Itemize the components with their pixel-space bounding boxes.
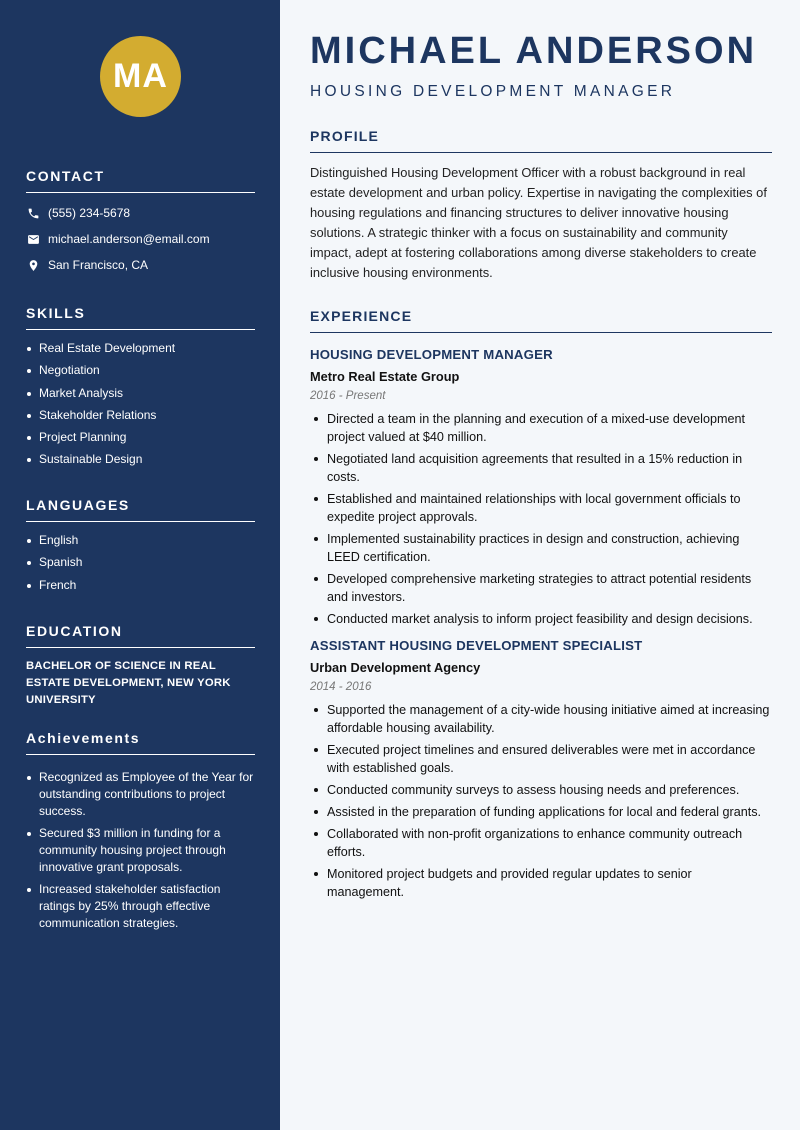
contact-title: CONTACT: [26, 168, 255, 193]
job-bullet: Supported the management of a city-wide housing initiative aimed at increasing affordable housing availability.: [310, 701, 772, 737]
phone-text: (555) 234-5678: [48, 206, 131, 220]
email-icon: [26, 232, 40, 246]
achievement-item: Increased stakeholder satisfaction ratings by 25% through effective communication strategies.: [26, 881, 255, 932]
skill-item: Sustainable Design: [26, 451, 255, 468]
profile-section: [310, 128, 772, 283]
achievements-section: [26, 730, 255, 937]
job-entry: [310, 347, 772, 628]
achievements-list: [26, 769, 255, 932]
phone-icon: [26, 206, 40, 220]
contact-email: [26, 231, 255, 247]
experience-title: EXPERIENCE: [310, 308, 772, 333]
achievement-item: Recognized as Employee of the Year for outstanding contributions to project success.: [26, 769, 255, 820]
job-bullets: [310, 410, 772, 628]
skills-title: SKILLS: [26, 305, 255, 330]
job-bullet: Directed a team in the planning and execution of a mixed-use development project valued at $40 million.: [310, 410, 772, 446]
avatar-initials: MA: [113, 57, 168, 95]
sidebar: [0, 0, 280, 1130]
languages-section: [26, 497, 255, 599]
job-bullet: Executed project timelines and ensured deliverables were met in accordance with established goals.: [310, 741, 772, 777]
job-bullet: Assisted in the preparation of funding applications for local and federal grants.: [310, 803, 772, 821]
candidate-name: MICHAEL ANDERSON: [310, 30, 758, 72]
job-title: ASSISTANT HOUSING DEVELOPMENT SPECIALIST: [310, 638, 643, 653]
email-text: michael.anderson@email.com: [48, 232, 210, 246]
skill-item: Market Analysis: [26, 385, 255, 402]
skill-item: Stakeholder Relations: [26, 407, 255, 424]
experience-section: [310, 308, 772, 905]
language-item: French: [26, 577, 255, 594]
language-item: English: [26, 532, 255, 549]
profile-text: Distinguished Housing Development Officer with a robust background in real estate development and urban policy. Expertise in navigating the complexities of housing regulations and financing structures to deliver innovative housing solutions. A strategic thinker with a focus on sustainability and community impact, adept at fostering collaborations among diverse stakeholders to create inclusive housing environments.: [310, 165, 767, 280]
job-bullet: Conducted market analysis to inform project feasibility and design decisions.: [310, 610, 772, 628]
job-bullet: Negotiated land acquisition agreements that resulted in a 15% reduction in costs.: [310, 450, 772, 486]
job-entry: [310, 638, 772, 901]
job-dates: 2014 - 2016: [310, 681, 372, 693]
achievement-item: Secured $3 million in funding for a community housing project through innovative grant proposals.: [26, 825, 255, 876]
avatar: [100, 36, 181, 117]
education-section: [26, 623, 255, 709]
job-bullet: Implemented sustainability practices in design and construction, achieving LEED certification.: [310, 530, 772, 566]
job-title: HOUSING DEVELOPMENT MANAGER: [310, 347, 553, 362]
location-text: San Francisco, CA: [48, 258, 149, 272]
skills-section: [26, 305, 255, 474]
languages-title: LANGUAGES: [26, 497, 255, 522]
education-degree: BACHELOR OF SCIENCE IN REAL ESTATE DEVELOPMENT, NEW YORK UNIVERSITY: [26, 660, 231, 706]
job-dates: 2016 - Present: [310, 390, 386, 402]
languages-list: [26, 532, 255, 594]
achievements-title: Achievements: [26, 730, 255, 755]
skill-item: Project Planning: [26, 429, 255, 446]
job-bullet: Established and maintained relationships with local government officials to expedite project approvals.: [310, 490, 772, 526]
job-bullet: Collaborated with non-profit organizations to enhance community outreach efforts.: [310, 825, 772, 861]
contact-location: [26, 257, 255, 273]
contact-phone: [26, 205, 255, 221]
job-bullet: Developed comprehensive marketing strategies to attract potential residents and investors.: [310, 570, 772, 606]
skills-list: [26, 340, 255, 468]
skill-item: Real Estate Development: [26, 340, 255, 357]
contact-section: [26, 168, 255, 273]
job-bullet: Monitored project budgets and provided regular updates to senior management.: [310, 865, 772, 901]
job-company: Urban Development Agency: [310, 660, 481, 675]
location-pin-icon: [26, 258, 40, 272]
profile-title: PROFILE: [310, 128, 772, 153]
candidate-role: HOUSING DEVELOPMENT MANAGER: [310, 83, 676, 100]
skill-item: Negotiation: [26, 362, 255, 379]
job-bullet: Conducted community surveys to assess housing needs and preferences.: [310, 781, 772, 799]
job-company: Metro Real Estate Group: [310, 369, 460, 384]
language-item: Spanish: [26, 554, 255, 571]
job-bullets: [310, 701, 772, 901]
education-title: EDUCATION: [26, 623, 255, 648]
